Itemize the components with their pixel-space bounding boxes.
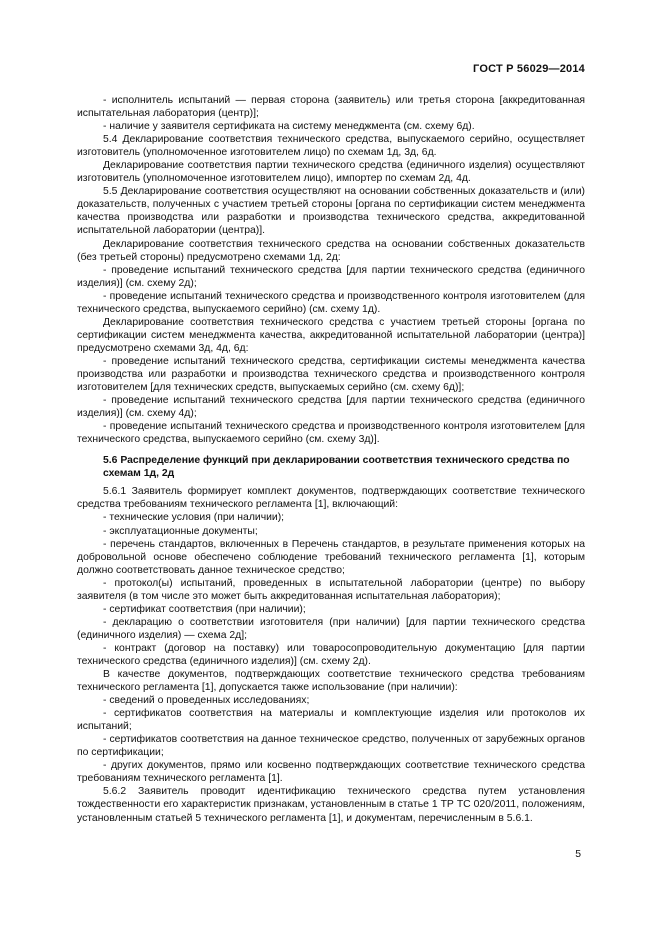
paragraph: 5.6.2 Заявитель проводит идентификацию технического средства путем установления тождественности его характеристик признакам, установленным в статье 1 ТР ТС 020/2011, положениям, установленным статьей 5 технического регламента [1], и документам, перечисленным в 5.6.1.: [77, 786, 585, 824]
paragraph: - сертификатов соответствия на материалы и комплектующие изделия или протоколов их испытаний;: [77, 708, 585, 733]
document-id-header: ГОСТ Р 56029—2014: [473, 63, 585, 75]
section-heading: 5.6 Распределение функций при декларировании соответствия технического средства по схемам 1д, 2д: [103, 455, 570, 480]
paragraph: - эксплуатационные документы;: [103, 525, 258, 537]
paragraph: 5.4 Декларирование соответствия технического средства, выпускаемого серийно, осуществляет изготовитель (уполномоченное изготовителем лицо) по схемам 1д, 3д, 6д.: [77, 134, 585, 159]
paragraph: - сведений о проведенных исследованиях;: [103, 695, 310, 707]
paragraph: - перечень стандартов, включенных в Перечень стандартов, в результате применения которых на добровольной основе обеспечено соблюдение требований технического регламента [1], которым должно соответствовать данное техническое средство;: [77, 538, 585, 576]
paragraph: - проведение испытаний технического средства, сертификации системы менеджмента качества производства или разработки и производства технического средства и производственного контроля изготовителем [для технических средств, выпускаемых серийно (см. схему 6д)];: [77, 355, 585, 394]
paragraph: - технические условия (при наличии);: [103, 512, 285, 524]
page-number: 5: [575, 849, 581, 860]
paragraph: Декларирование соответствия партии технического средства (единичного изделия) осуществляют изготовитель (уполномоченное изготовителем лицо), импортер по схемам 2д, 4д.: [77, 160, 585, 185]
paragraph: - протокол(ы) испытаний, проведенных в испытательной лаборатории (центре) по выбору заявителя (в том числе это может быть аккредитованная испытательная лаборатория);: [77, 577, 585, 602]
paragraph: В качестве документов, подтверждающих соответствие технического средства требованиям технического регламента [1], допускается также использование (при наличии):: [77, 669, 585, 694]
paragraph: Декларирование соответствия технического средства с участием третьей стороны [органа по сертификации систем менеджмента качества, аккредитованной испытательной лаборатории (центра)] предусмотрено схемами 3д, 4д, 6д:: [77, 316, 585, 354]
paragraph: - наличие у заявителя сертификата на систему менеджмента (см. схему 6д).: [103, 121, 475, 133]
paragraph: - проведение испытаний технического средства и производственного контроля изготовителем (для технического средства, выпускаемого серийно) (см. схему 1д).: [77, 290, 585, 315]
paragraph: - сертификатов соответствия на данное техническое средство, полученных от зарубежных органов по сертификации;: [77, 734, 585, 759]
paragraph: - исполнитель испытаний — первая сторона (заявитель) или третья сторона [аккредитованная испытательная лаборатория (центр)];: [77, 95, 585, 120]
paragraph: - сертификат соответствия (при наличии);: [103, 603, 306, 615]
paragraph: 5.6.1 Заявитель формирует комплект документов, подтверждающих соответствие технического средства требованиям технического регламента [1], включающий:: [77, 486, 585, 511]
paragraph: - других документов, прямо или косвенно подтверждающих соответствие технического средства требованиям технического регламента [1].: [77, 760, 585, 785]
paragraph: - проведение испытаний технического средства [для партии технического средства (единичного изделия)] (см. схему 2д);: [77, 264, 585, 289]
paragraph: - контракт (договор на поставку) или товаросопроводительную документацию [для партии технического средства (единичного изделия)] (см. схему 2д).: [77, 642, 585, 667]
paragraph: - проведение испытаний технического средства и производственного контроля изготовителем [для технического средства, выпускаемого серийно (см. схему 3д)].: [77, 421, 585, 446]
paragraph: Декларирование соответствия технического средства на основании собственных доказательств (без третьей стороны) предусмотрено схемами 1д, 2д:: [77, 238, 585, 263]
document-body: [77, 94, 585, 825]
paragraph: - проведение испытаний технического средства [для партии технического средства (единичного изделия)] (см. схему 4д);: [77, 395, 585, 420]
paragraph: 5.5 Декларирование соответствия осуществляют на основании собственных доказательств и (или) доказательств, полученных с участием третьей стороны [органа по сертификации систем менеджмента качества производства или разработки и производства технического средства, аккредитованной испытательной лаборатории (центра)].: [77, 186, 585, 237]
paragraph: - декларацию о соответствии изготовителя (при наличии) [для партии технического средства (единичного изделия) — схема 2д];: [77, 616, 585, 641]
